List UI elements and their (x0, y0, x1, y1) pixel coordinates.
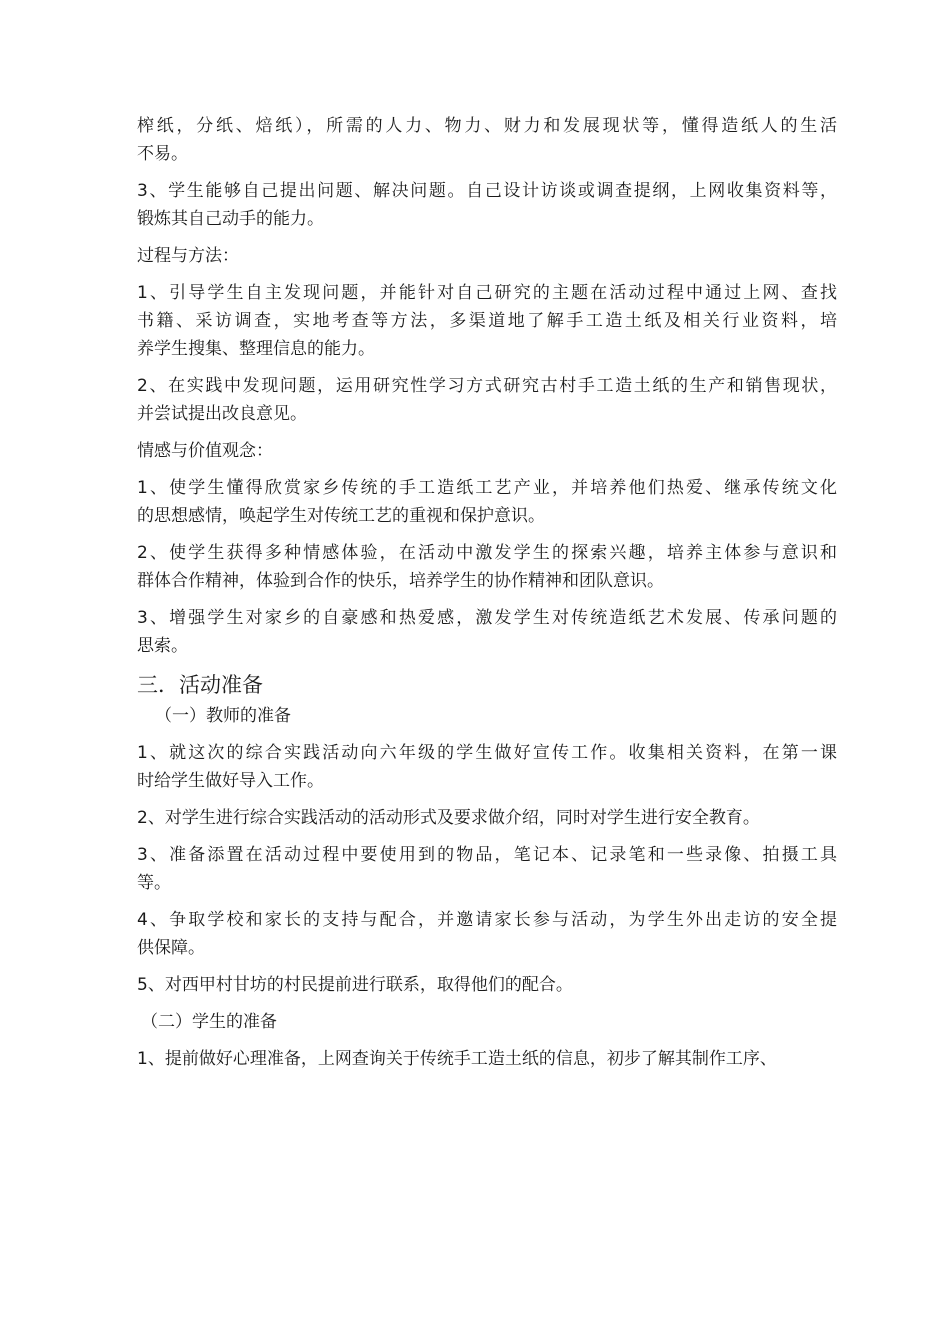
text-line: 1、使学生懂得欣赏家乡传统的手工造纸工艺产业，并培养他们热爱、继承传统文化 (137, 478, 837, 498)
paragraph-emotion-1 (137, 474, 837, 530)
paragraph-teacher-1 (137, 739, 837, 795)
paragraph-teacher-5 (137, 971, 837, 999)
text-line: 5、对西甲村甘坊的村民提前进行联系，取得他们的配合。 (137, 975, 573, 995)
paragraph-process-2 (137, 372, 837, 428)
subheading-teacher-prep: （一）教师的准备 (155, 706, 291, 726)
heading-process-methods: 过程与方法： (137, 246, 239, 266)
text-line: 2、在实践中发现问题，运用研究性学习方式研究古村手工造土纸的生产和销售现状， (137, 376, 837, 396)
paragraph-knowledge-3 (137, 177, 837, 233)
text-line: 1、引导学生自主发现问题，并能针对自己研究的主题在活动过程中通过上网、查找 (137, 283, 837, 303)
text-line: 养学生搜集、整理信息的能力。 (137, 339, 375, 359)
text-line: 2、对学生进行综合实践活动的活动形式及要求做介绍，同时对学生进行安全教育。 (137, 808, 760, 828)
text-line: 3、学生能够自己提出问题、解决问题。自己设计访谈或调查提纲，上网收集资料等， (137, 181, 837, 201)
document-body (137, 112, 837, 1073)
heading-emotion-values: 情感与价值观念： (137, 441, 273, 461)
text-line: 3、增强学生对家乡的自豪感和热爱感，激发学生对传统造纸艺术发展、传承问题的 (137, 608, 837, 628)
text-line: 2、使学生获得多种情感体验，在活动中激发学生的探索兴趣，培养主体参与意识和 (137, 543, 837, 563)
text-line: 时给学生做好导入工作。 (137, 771, 324, 791)
subheading-student-prep: （二）学生的准备 (141, 1012, 277, 1032)
text-line: 锻炼其自己动手的能力。 (137, 209, 324, 229)
paragraph-emotion-3 (137, 604, 837, 660)
text-line: 榨纸，分纸、焙纸），所需的人力、物力、财力和发展现状等，懂得造纸人的生活 (137, 116, 837, 136)
text-line: 群体合作精神，体验到合作的快乐，培养学生的协作精神和团队意识。 (137, 571, 664, 591)
text-line: 3、准备添置在活动过程中要使用到的物品，笔记本、记录笔和一些录像、拍摄工具 (137, 845, 837, 865)
text-line: 4、争取学校和家长的支持与配合，并邀请家长参与活动，为学生外出走访的安全提 (137, 910, 837, 930)
text-line: 1、提前做好心理准备，上网查询关于传统手工造土纸的信息，初步了解其制作工序、 (137, 1049, 777, 1069)
paragraph-process-1 (137, 279, 837, 363)
paragraph-papermaking-cost (137, 112, 837, 168)
paragraph-teacher-3 (137, 841, 837, 897)
text-line: 思索。 (137, 636, 188, 656)
paragraph-teacher-4 (137, 906, 837, 962)
paragraph-teacher-2 (137, 804, 837, 832)
text-line: 供保障。 (137, 938, 205, 958)
section-heading-activity-prep: 三．活动准备 (137, 673, 263, 697)
paragraph-emotion-2 (137, 539, 837, 595)
paragraph-student-1 (137, 1045, 837, 1073)
text-line: 的思想感情，唤起学生对传统工艺的重视和保护意识。 (137, 506, 545, 526)
text-line: 等。 (137, 873, 171, 893)
text-line: 并尝试提出改良意见。 (137, 404, 307, 424)
text-line: 书籍、采访调查，实地考查等方法，多渠道地了解手工造土纸及相关行业资料，培 (137, 311, 837, 331)
text-line: 1、就这次的综合实践活动向六年级的学生做好宣传工作。收集相关资料，在第一课 (137, 743, 837, 763)
text-line: 不易。 (137, 144, 188, 164)
